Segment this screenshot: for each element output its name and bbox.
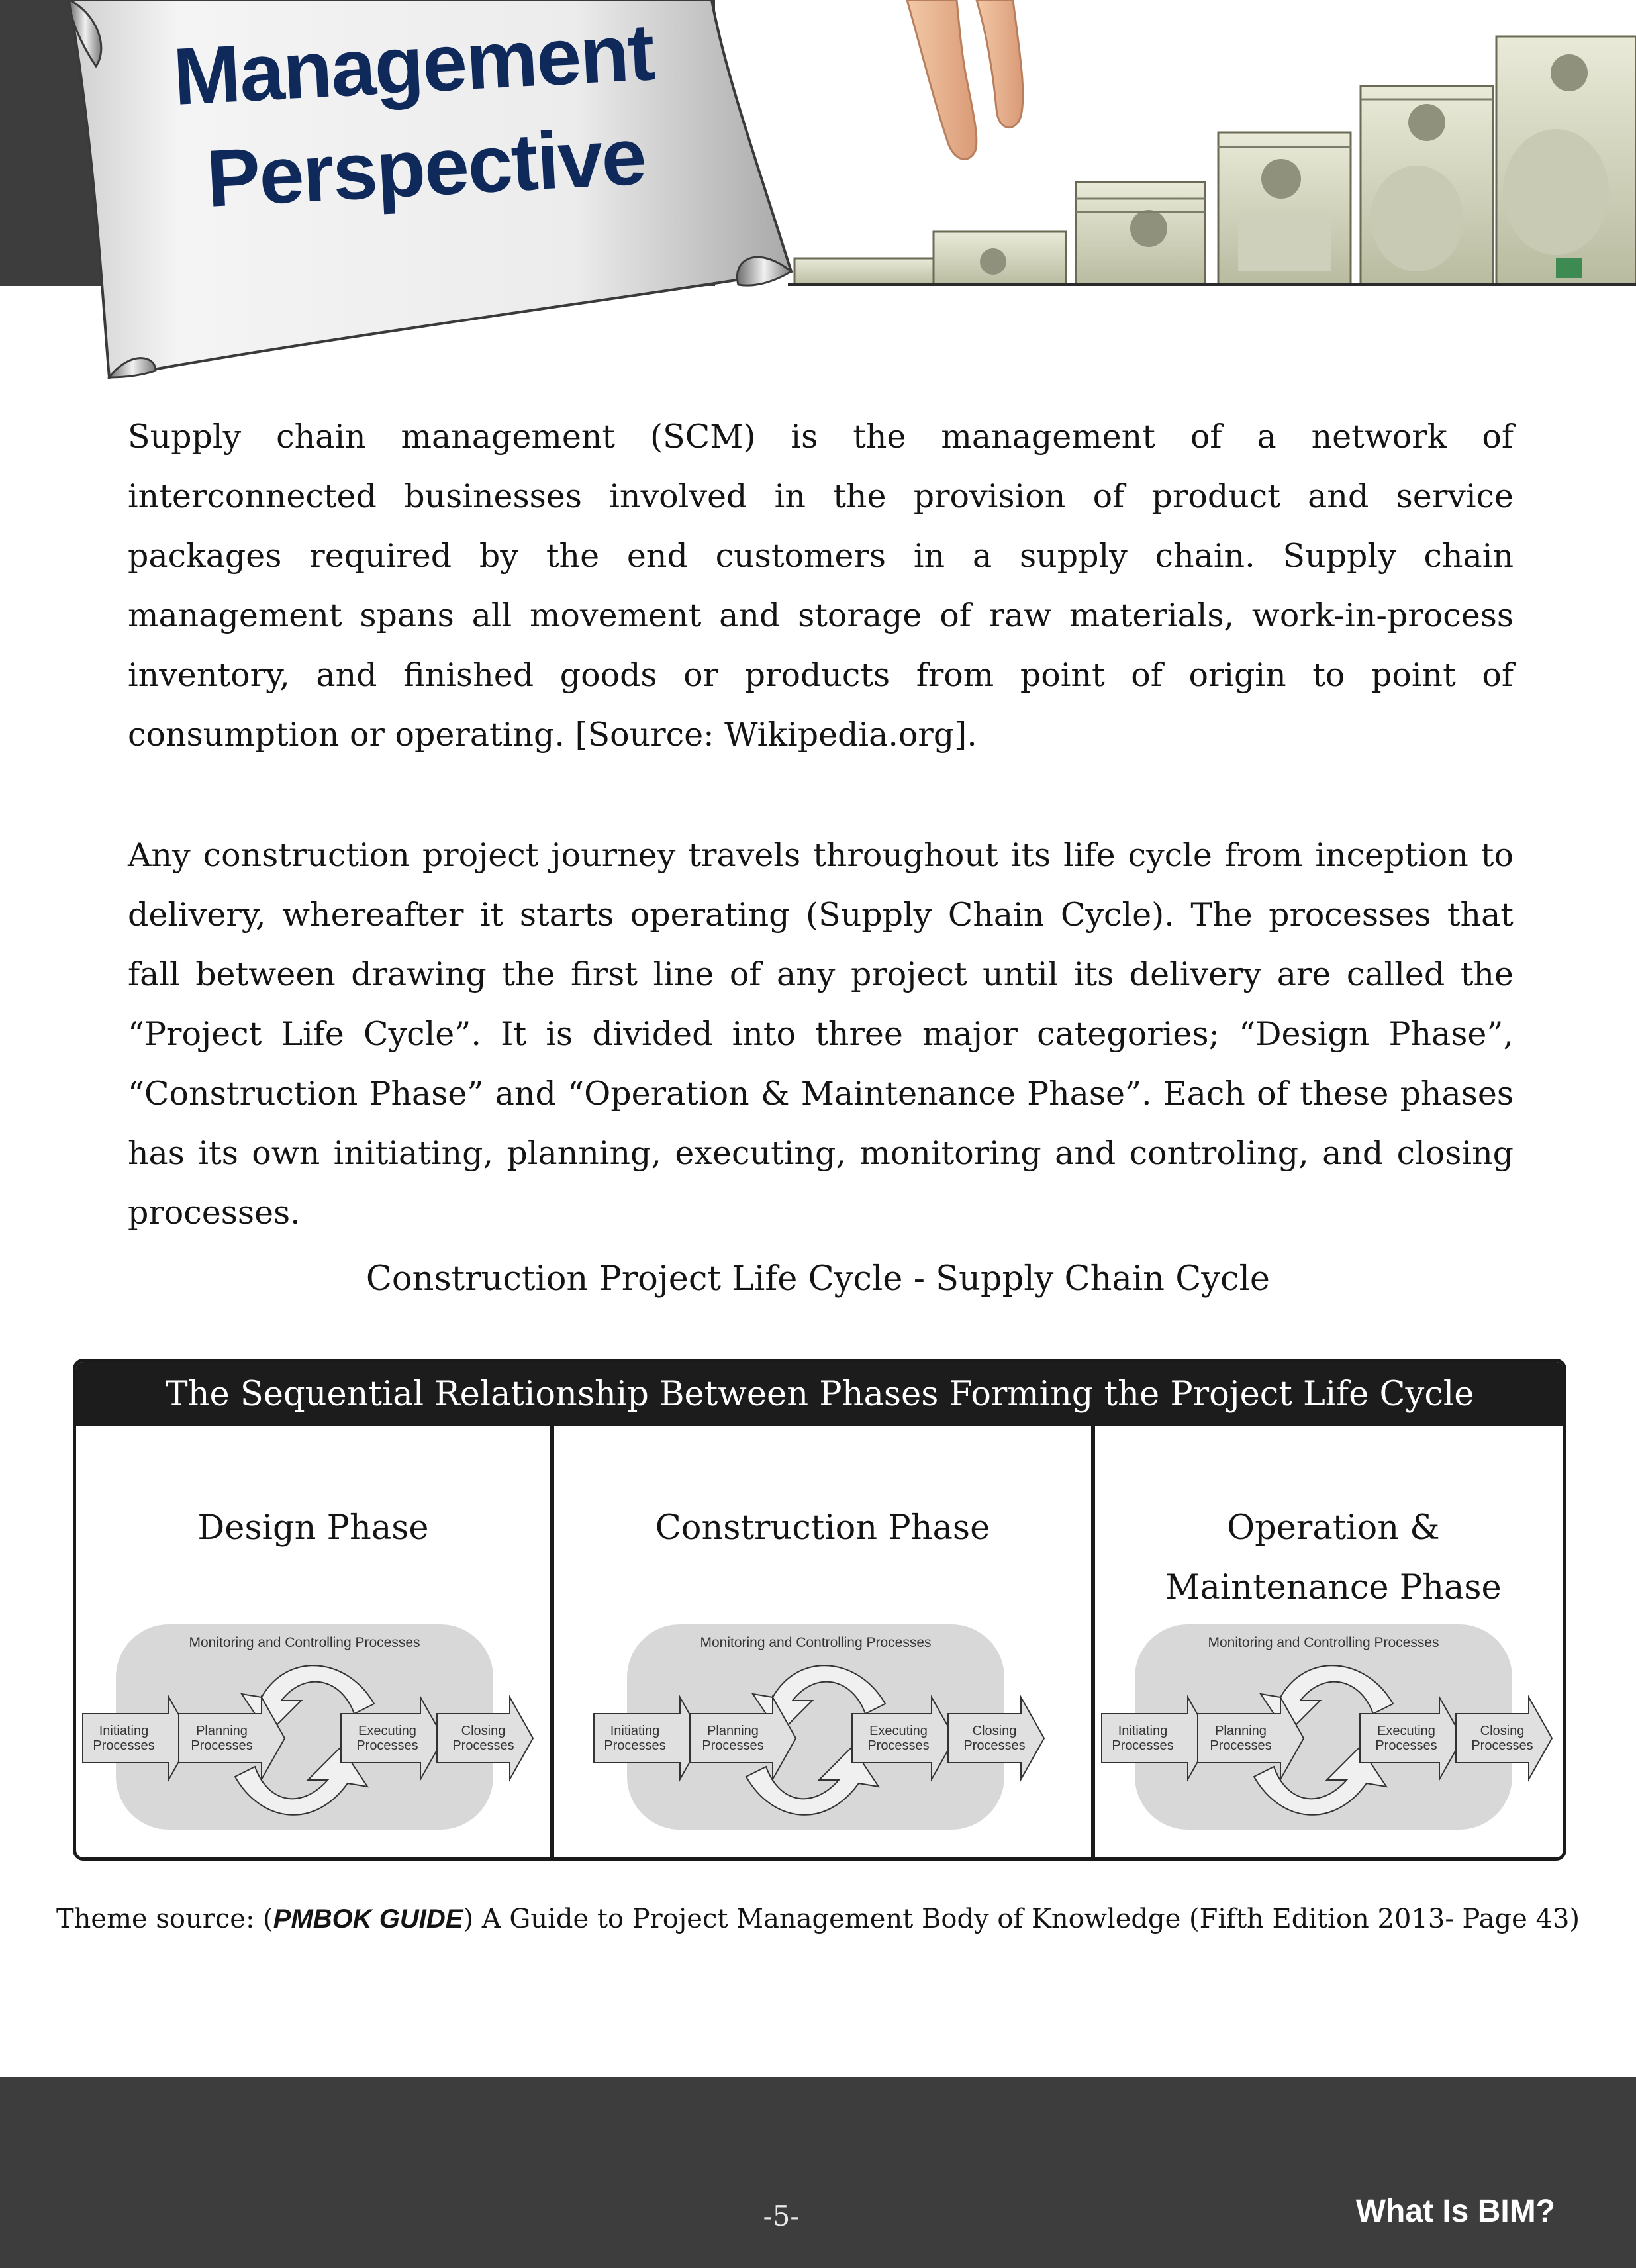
planning-label: Planning <box>196 1724 248 1738</box>
processes-label: Processes <box>1471 1738 1533 1753</box>
figure-caption: Construction Project Life Cycle - Supply Chain Cycle <box>365 1259 1271 1299</box>
executing-label: Executing <box>869 1724 928 1738</box>
monitoring-label: Monitoring and Controlling Processes <box>700 1635 932 1650</box>
executing-label: Executing <box>1377 1724 1435 1738</box>
processes-label: Processes <box>93 1738 155 1753</box>
phase-title: Operation & Maintenance Phase <box>1165 1508 1502 1607</box>
footer-band <box>0 2077 1636 2268</box>
phase-construction <box>554 1426 1091 1861</box>
bill-stack-5 <box>1361 86 1493 286</box>
life-cycle-figure <box>73 1359 1566 1861</box>
processes-label: Processes <box>963 1738 1026 1753</box>
processes-label: Processes <box>452 1738 514 1753</box>
phase-operation-maintenance <box>1095 1426 1563 1861</box>
page-number: -5- <box>763 2200 800 2232</box>
bill-stack-1 <box>794 258 934 286</box>
footer-title: What Is BIM? <box>1355 2194 1555 2229</box>
initiating-label: Initiating <box>610 1724 660 1738</box>
process-group-diagram <box>76 1624 550 1843</box>
processes-label: Processes <box>867 1738 930 1753</box>
processes-label: Processes <box>1210 1738 1272 1753</box>
closing-label: Closing <box>1480 1724 1525 1738</box>
processes-label: Processes <box>1112 1738 1174 1753</box>
processes-label: Processes <box>356 1738 418 1753</box>
pmbok-guide-label: PMBOK GUIDE <box>273 1904 463 1934</box>
phase-title: Construction Phase <box>655 1508 990 1548</box>
bill-stack-2 <box>934 232 1066 286</box>
process-group-diagram <box>587 1624 1061 1843</box>
page-title-line-2: Perspective <box>204 111 648 224</box>
planning-label: Planning <box>707 1724 759 1738</box>
process-group-diagram <box>1095 1624 1566 1843</box>
money-stairs-illustration <box>715 0 1636 286</box>
initiating-label: Initiating <box>1118 1724 1168 1738</box>
header-rule <box>788 283 1636 286</box>
processes-label: Processes <box>604 1738 666 1753</box>
planning-label: Planning <box>1215 1724 1267 1738</box>
bill-stack-4 <box>1218 132 1351 286</box>
hand-fingers <box>907 0 1023 159</box>
life-cycle-header: The Sequential Relationship Between Phases Forming the Project Life Cycle <box>76 1362 1563 1426</box>
theme-source-suffix: ) A Guide to Project Management Body of Knowledge (Fifth Edition 2013- Page 43) <box>463 1904 1580 1934</box>
processes-label: Processes <box>702 1738 764 1753</box>
monitoring-label: Monitoring and Controlling Processes <box>1208 1635 1439 1650</box>
theme-source-note <box>0 1904 1636 1934</box>
page-title-line-1: Management <box>171 7 656 122</box>
executing-label: Executing <box>358 1724 416 1738</box>
initiating-label: Initiating <box>99 1724 149 1738</box>
closing-label: Closing <box>461 1724 506 1738</box>
paragraph-project-life-cycle: Any construction project journey travels throughout its life cycle from inception to delivery, whereafter it starts operating (Supply Chain Cycle). The processes that fall between drawing the first line of any project until its delivery are called the “Project Life Cycle”. It is divided into three major categories; “Design Phase”, “Construction Phase” and “Operation & Maintenance Phase”. Each of these phases has its own initiating, planning, executing, monitoring and controling, and closing processes. <box>128 836 1514 1232</box>
monitoring-label: Monitoring and Controlling Processes <box>189 1635 420 1650</box>
theme-source-prefix: Theme source: ( <box>56 1904 273 1934</box>
processes-label: Processes <box>191 1738 253 1753</box>
bill-stack-6 <box>1496 36 1636 286</box>
closing-label: Closing <box>972 1724 1017 1738</box>
bill-stack-3 <box>1076 182 1205 286</box>
header-photo <box>715 0 1636 286</box>
paragraph-scm: Supply chain management (SCM) is the management of a network of interconnected businesses involved in the provision of product and service packages required by the end customers in a supply chain. Supply chain management spans all movement and storage of raw materials, work-in-process inventory, and finished goods or products from point of origin to point of consumption or operating. [Source: Wikipedia.org]. <box>128 418 1514 754</box>
phase-design <box>76 1426 550 1861</box>
processes-label: Processes <box>1375 1738 1437 1753</box>
phase-title: Design Phase <box>197 1508 429 1548</box>
